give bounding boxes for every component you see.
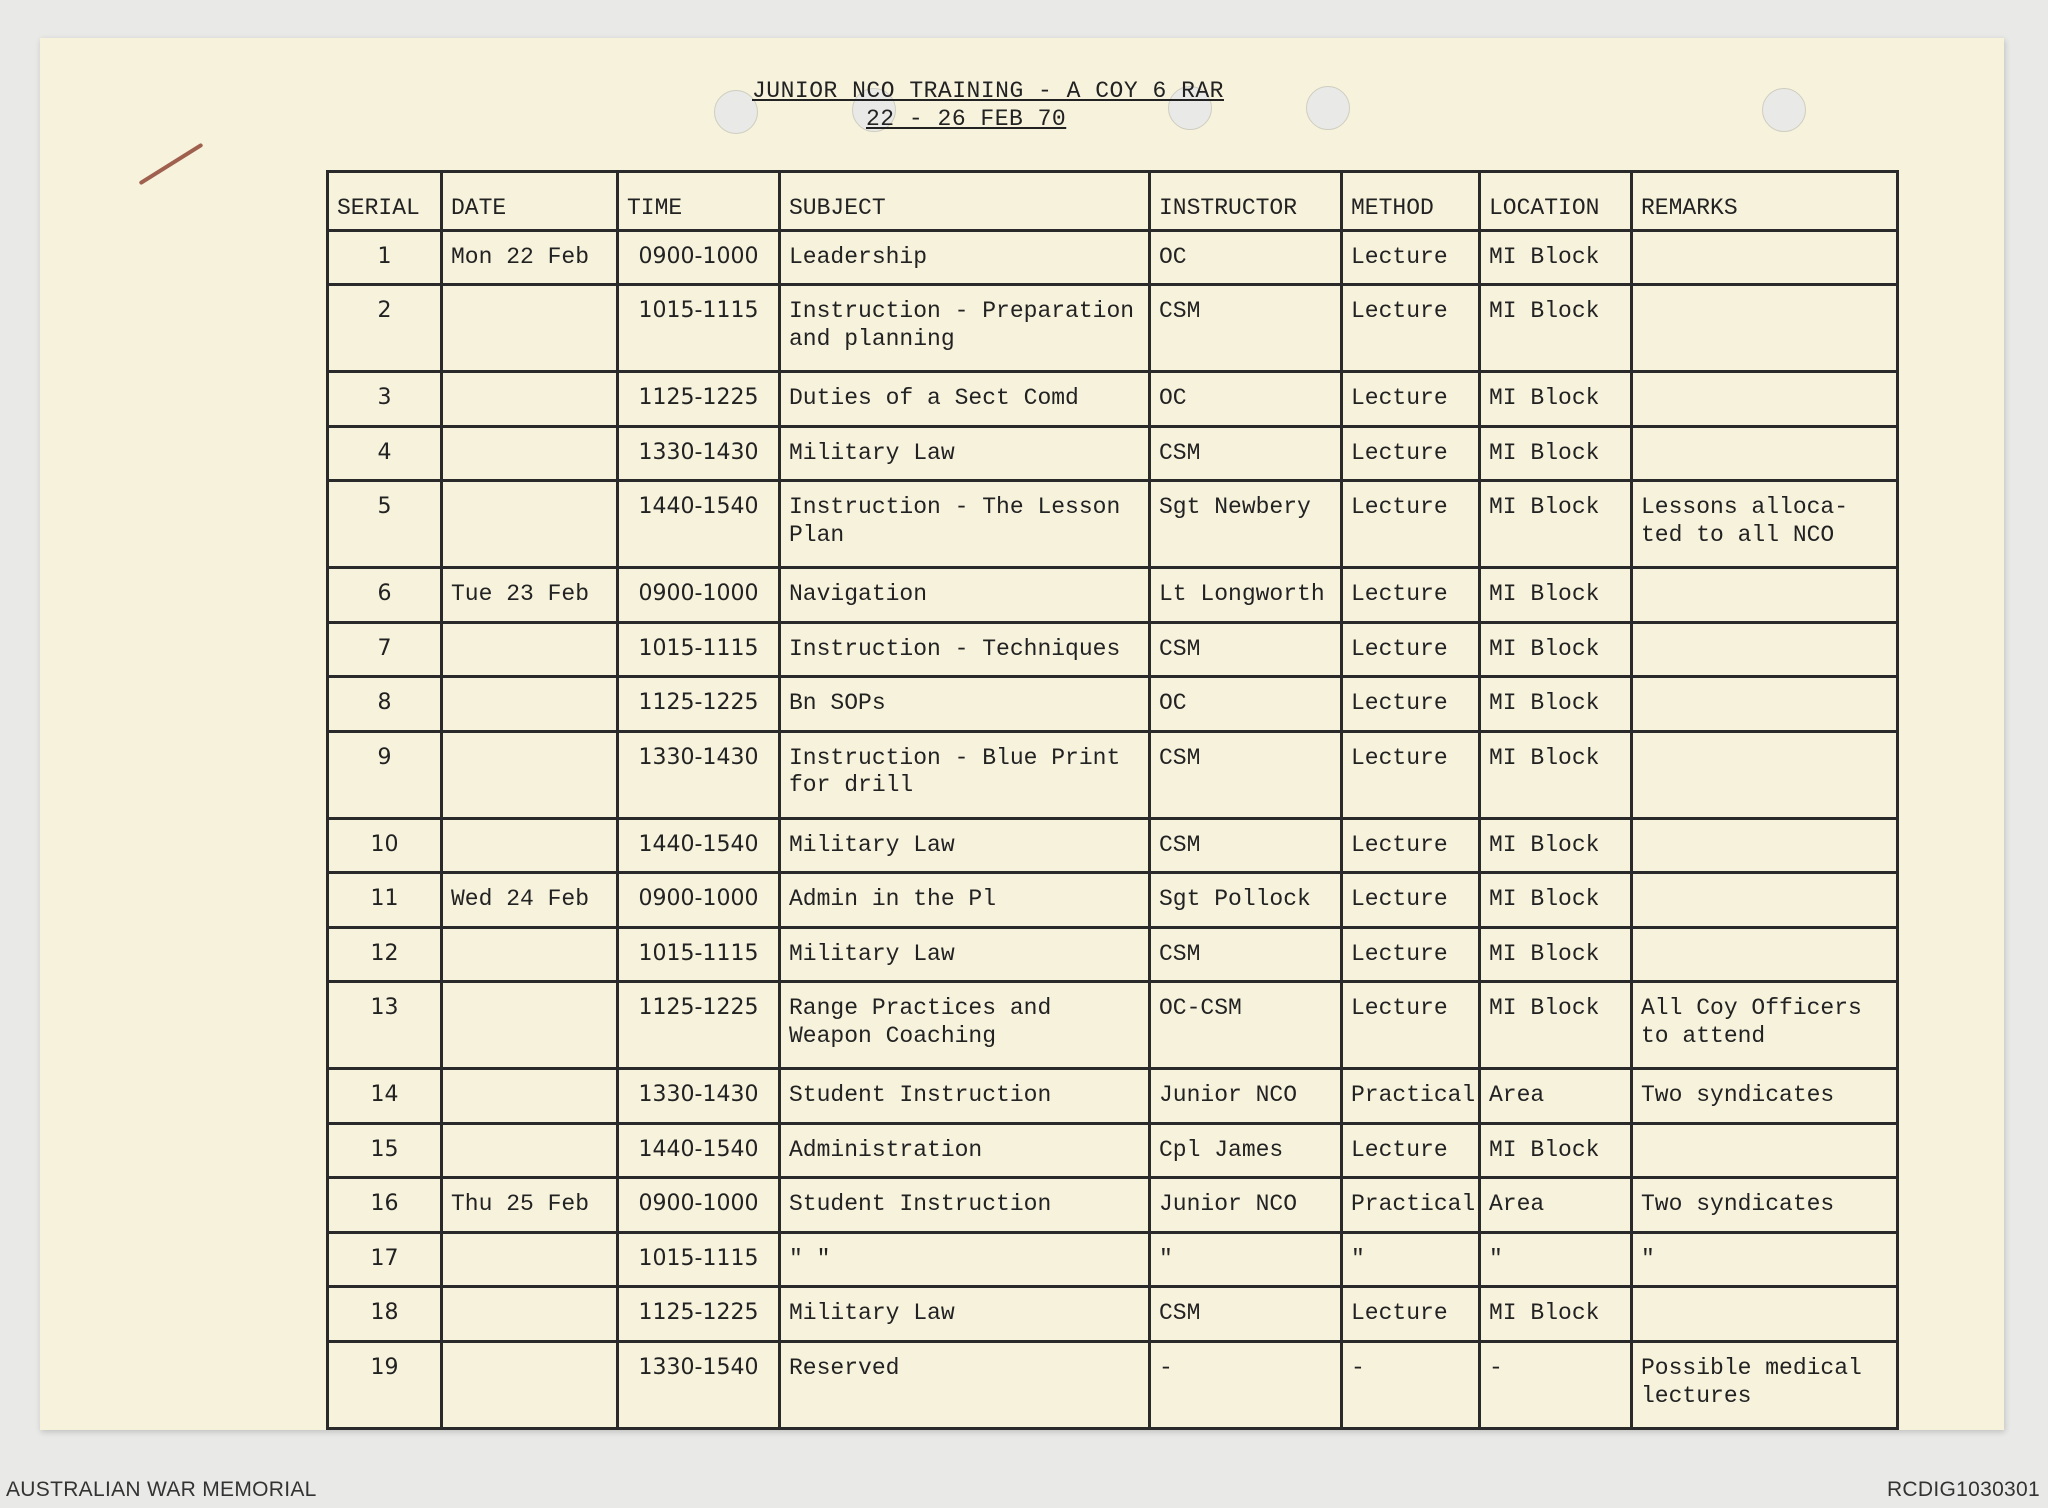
- cell-method: Practical: [1342, 1069, 1480, 1124]
- cell-location: MI Block: [1480, 1123, 1632, 1178]
- cell-date: [442, 1232, 618, 1287]
- cell-remarks: [1632, 622, 1898, 677]
- cell-method: Lecture: [1342, 285, 1480, 372]
- cell-method: Lecture: [1342, 731, 1480, 818]
- header-subject: SUBJECT: [780, 172, 1150, 231]
- table-row: [328, 677, 1898, 732]
- cell-instructor: CSM: [1150, 622, 1342, 677]
- cell-serial: 4: [328, 426, 442, 481]
- cell-instructor: CSM: [1150, 818, 1342, 873]
- cell-date: [442, 1287, 618, 1342]
- cell-remarks: [1632, 568, 1898, 623]
- cell-time: 1330-1430: [618, 1069, 780, 1124]
- table-row: [328, 1069, 1898, 1124]
- cell-remarks: [1632, 927, 1898, 982]
- cell-date: Wed 24 Feb: [442, 873, 618, 928]
- table-row: [328, 873, 1898, 928]
- cell-subject: Bn SOPs: [780, 677, 1150, 732]
- cell-serial: 13: [328, 982, 442, 1069]
- cell-location: MI Block: [1480, 285, 1632, 372]
- table-row: [328, 1232, 1898, 1287]
- cell-subject: Military Law: [780, 1287, 1150, 1342]
- cell-date: [442, 731, 618, 818]
- table-row: [328, 481, 1898, 568]
- cell-time: 1125-1225: [618, 1287, 780, 1342]
- cell-instructor: OC-CSM: [1150, 982, 1342, 1069]
- cell-location: MI Block: [1480, 481, 1632, 568]
- cell-serial: 16: [328, 1178, 442, 1233]
- header-remarks: REMARKS: [1632, 172, 1898, 231]
- table-row: [328, 818, 1898, 873]
- cell-remarks: [1632, 230, 1898, 285]
- cell-time: 1015-1115: [618, 1232, 780, 1287]
- cell-method: Lecture: [1342, 927, 1480, 982]
- cell-method: Lecture: [1342, 1287, 1480, 1342]
- cell-serial: 19: [328, 1341, 442, 1428]
- cell-remarks: [1632, 731, 1898, 818]
- cell-remarks: Two syndicates: [1632, 1069, 1898, 1124]
- cell-method: Lecture: [1342, 426, 1480, 481]
- cell-serial: 5: [328, 481, 442, 568]
- table-row: [328, 982, 1898, 1069]
- table-row: [328, 568, 1898, 623]
- table-row: [328, 731, 1898, 818]
- cell-time: 1015-1115: [618, 285, 780, 372]
- cell-date: [442, 677, 618, 732]
- cell-subject: Student Instruction: [780, 1178, 1150, 1233]
- cell-subject: Military Law: [780, 927, 1150, 982]
- cell-remarks: All Coy Officers to attend: [1632, 982, 1898, 1069]
- cell-remarks: ": [1632, 1232, 1898, 1287]
- cell-date: [442, 285, 618, 372]
- cell-serial: 17: [328, 1232, 442, 1287]
- cell-time: 1015-1115: [618, 622, 780, 677]
- document-title: JUNIOR NCO TRAINING - A COY 6 RAR: [752, 78, 1224, 104]
- cell-serial: 12: [328, 927, 442, 982]
- cell-location: MI Block: [1480, 927, 1632, 982]
- cell-remarks: [1632, 873, 1898, 928]
- cell-method: Lecture: [1342, 1123, 1480, 1178]
- cell-instructor: -: [1150, 1341, 1342, 1428]
- pen-mark: [139, 143, 204, 186]
- cell-method: Lecture: [1342, 230, 1480, 285]
- cell-instructor: Lt Longworth: [1150, 568, 1342, 623]
- header-serial: SERIAL: [328, 172, 442, 231]
- cell-instructor: Junior NCO: [1150, 1178, 1342, 1233]
- cell-remarks: Lessons alloca-ted to all NCO: [1632, 481, 1898, 568]
- cell-instructor: OC: [1150, 230, 1342, 285]
- cell-location: MI Block: [1480, 818, 1632, 873]
- cell-subject: Duties of a Sect Comd: [780, 372, 1150, 427]
- cell-time: 0900-1000: [618, 568, 780, 623]
- header-location: LOCATION: [1480, 172, 1632, 231]
- document-page: [40, 38, 2004, 1430]
- cell-subject: Instruction - Blue Print for drill: [780, 731, 1150, 818]
- cell-instructor: CSM: [1150, 285, 1342, 372]
- cell-method: Lecture: [1342, 481, 1480, 568]
- cell-serial: 15: [328, 1123, 442, 1178]
- cell-subject: Instruction - Preparation and planning: [780, 285, 1150, 372]
- cell-serial: 18: [328, 1287, 442, 1342]
- punch-hole: [1306, 86, 1350, 130]
- cell-location: MI Block: [1480, 372, 1632, 427]
- cell-time: 0900-1000: [618, 873, 780, 928]
- cell-time: 1125-1225: [618, 677, 780, 732]
- table-body: [328, 230, 1898, 1428]
- cell-location: MI Block: [1480, 568, 1632, 623]
- cell-date: [442, 1123, 618, 1178]
- table-row: [328, 426, 1898, 481]
- table-row: [328, 230, 1898, 285]
- cell-date: Thu 25 Feb: [442, 1178, 618, 1233]
- cell-remarks: [1632, 677, 1898, 732]
- table-row: [328, 372, 1898, 427]
- cell-date: [442, 1069, 618, 1124]
- cell-date: [442, 927, 618, 982]
- cell-date: [442, 818, 618, 873]
- cell-location: ": [1480, 1232, 1632, 1287]
- cell-instructor: OC: [1150, 677, 1342, 732]
- cell-remarks: Two syndicates: [1632, 1178, 1898, 1233]
- cell-instructor: CSM: [1150, 426, 1342, 481]
- cell-location: MI Block: [1480, 982, 1632, 1069]
- cell-time: 1440-1540: [618, 818, 780, 873]
- cell-instructor: OC: [1150, 372, 1342, 427]
- cell-serial: 3: [328, 372, 442, 427]
- cell-subject: Student Instruction: [780, 1069, 1150, 1124]
- cell-instructor: Sgt Newbery: [1150, 481, 1342, 568]
- cell-location: Area: [1480, 1178, 1632, 1233]
- cell-serial: 10: [328, 818, 442, 873]
- cell-date: Tue 23 Feb: [442, 568, 618, 623]
- cell-subject: Range Practices and Weapon Coaching: [780, 982, 1150, 1069]
- cell-serial: 6: [328, 568, 442, 623]
- cell-serial: 14: [328, 1069, 442, 1124]
- cell-instructor: ": [1150, 1232, 1342, 1287]
- cell-serial: 7: [328, 622, 442, 677]
- cell-location: MI Block: [1480, 731, 1632, 818]
- cell-method: Lecture: [1342, 372, 1480, 427]
- cell-subject: Leadership: [780, 230, 1150, 285]
- cell-method: Lecture: [1342, 982, 1480, 1069]
- cell-date: [442, 1341, 618, 1428]
- cell-instructor: Sgt Pollock: [1150, 873, 1342, 928]
- cell-time: 0900-1000: [618, 230, 780, 285]
- cell-remarks: [1632, 1287, 1898, 1342]
- cell-remarks: [1632, 285, 1898, 372]
- archive-credit: AUSTRALIAN WAR MEMORIAL: [6, 1478, 317, 1501]
- cell-subject: Admin in the Pl: [780, 873, 1150, 928]
- cell-location: MI Block: [1480, 230, 1632, 285]
- cell-remarks: [1632, 372, 1898, 427]
- cell-time: 1125-1225: [618, 982, 780, 1069]
- header-date: DATE: [442, 172, 618, 231]
- cell-date: [442, 622, 618, 677]
- cell-remarks: [1632, 1123, 1898, 1178]
- cell-location: MI Block: [1480, 622, 1632, 677]
- cell-time: 1440-1540: [618, 481, 780, 568]
- cell-method: ": [1342, 1232, 1480, 1287]
- cell-location: Area: [1480, 1069, 1632, 1124]
- cell-location: MI Block: [1480, 873, 1632, 928]
- cell-remarks: [1632, 818, 1898, 873]
- cell-serial: 8: [328, 677, 442, 732]
- cell-instructor: CSM: [1150, 1287, 1342, 1342]
- cell-serial: 1: [328, 230, 442, 285]
- table-row: [328, 285, 1898, 372]
- cell-method: Lecture: [1342, 622, 1480, 677]
- cell-location: -: [1480, 1341, 1632, 1428]
- cell-time: 1330-1430: [618, 426, 780, 481]
- cell-subject: Navigation: [780, 568, 1150, 623]
- table-row: [328, 1287, 1898, 1342]
- schedule-table: [326, 170, 1899, 1430]
- cell-date: [442, 372, 618, 427]
- cell-time: 1015-1115: [618, 927, 780, 982]
- header-instructor: INSTRUCTOR: [1150, 172, 1342, 231]
- table-header-row: [328, 172, 1898, 231]
- cell-time: 1125-1225: [618, 372, 780, 427]
- cell-remarks: [1632, 426, 1898, 481]
- cell-subject: Military Law: [780, 426, 1150, 481]
- cell-method: Lecture: [1342, 677, 1480, 732]
- table-row: [328, 1341, 1898, 1428]
- cell-subject: Reserved: [780, 1341, 1150, 1428]
- cell-instructor: CSM: [1150, 927, 1342, 982]
- header-time: TIME: [618, 172, 780, 231]
- cell-time: 1440-1540: [618, 1123, 780, 1178]
- cell-subject: Instruction - The Lesson Plan: [780, 481, 1150, 568]
- punch-hole: [1762, 88, 1806, 132]
- cell-time: 1330-1430: [618, 731, 780, 818]
- header-method: METHOD: [1342, 172, 1480, 231]
- cell-serial: 11: [328, 873, 442, 928]
- cell-remarks: Possible medical lectures: [1632, 1341, 1898, 1428]
- cell-method: Lecture: [1342, 818, 1480, 873]
- cell-method: Lecture: [1342, 873, 1480, 928]
- cell-location: MI Block: [1480, 1287, 1632, 1342]
- cell-subject: " ": [780, 1232, 1150, 1287]
- archive-id: RCDIG1030301: [1886, 1478, 2040, 1501]
- cell-date: [442, 481, 618, 568]
- cell-instructor: Junior NCO: [1150, 1069, 1342, 1124]
- cell-method: Lecture: [1342, 568, 1480, 623]
- table-row: [328, 927, 1898, 982]
- cell-serial: 9: [328, 731, 442, 818]
- table-row: [328, 1123, 1898, 1178]
- cell-method: -: [1342, 1341, 1480, 1428]
- document-subtitle: 22 - 26 FEB 70: [866, 106, 1067, 132]
- cell-subject: Instruction - Techniques: [780, 622, 1150, 677]
- cell-instructor: CSM: [1150, 731, 1342, 818]
- cell-time: 0900-1000: [618, 1178, 780, 1233]
- cell-subject: Administration: [780, 1123, 1150, 1178]
- cell-subject: Military Law: [780, 818, 1150, 873]
- cell-time: 1330-1540: [618, 1341, 780, 1428]
- cell-date: [442, 982, 618, 1069]
- cell-date: Mon 22 Feb: [442, 230, 618, 285]
- table-row: [328, 622, 1898, 677]
- cell-location: MI Block: [1480, 426, 1632, 481]
- cell-instructor: Cpl James: [1150, 1123, 1342, 1178]
- cell-location: MI Block: [1480, 677, 1632, 732]
- cell-date: [442, 426, 618, 481]
- cell-method: Practical: [1342, 1178, 1480, 1233]
- cell-serial: 2: [328, 285, 442, 372]
- table-row: [328, 1178, 1898, 1233]
